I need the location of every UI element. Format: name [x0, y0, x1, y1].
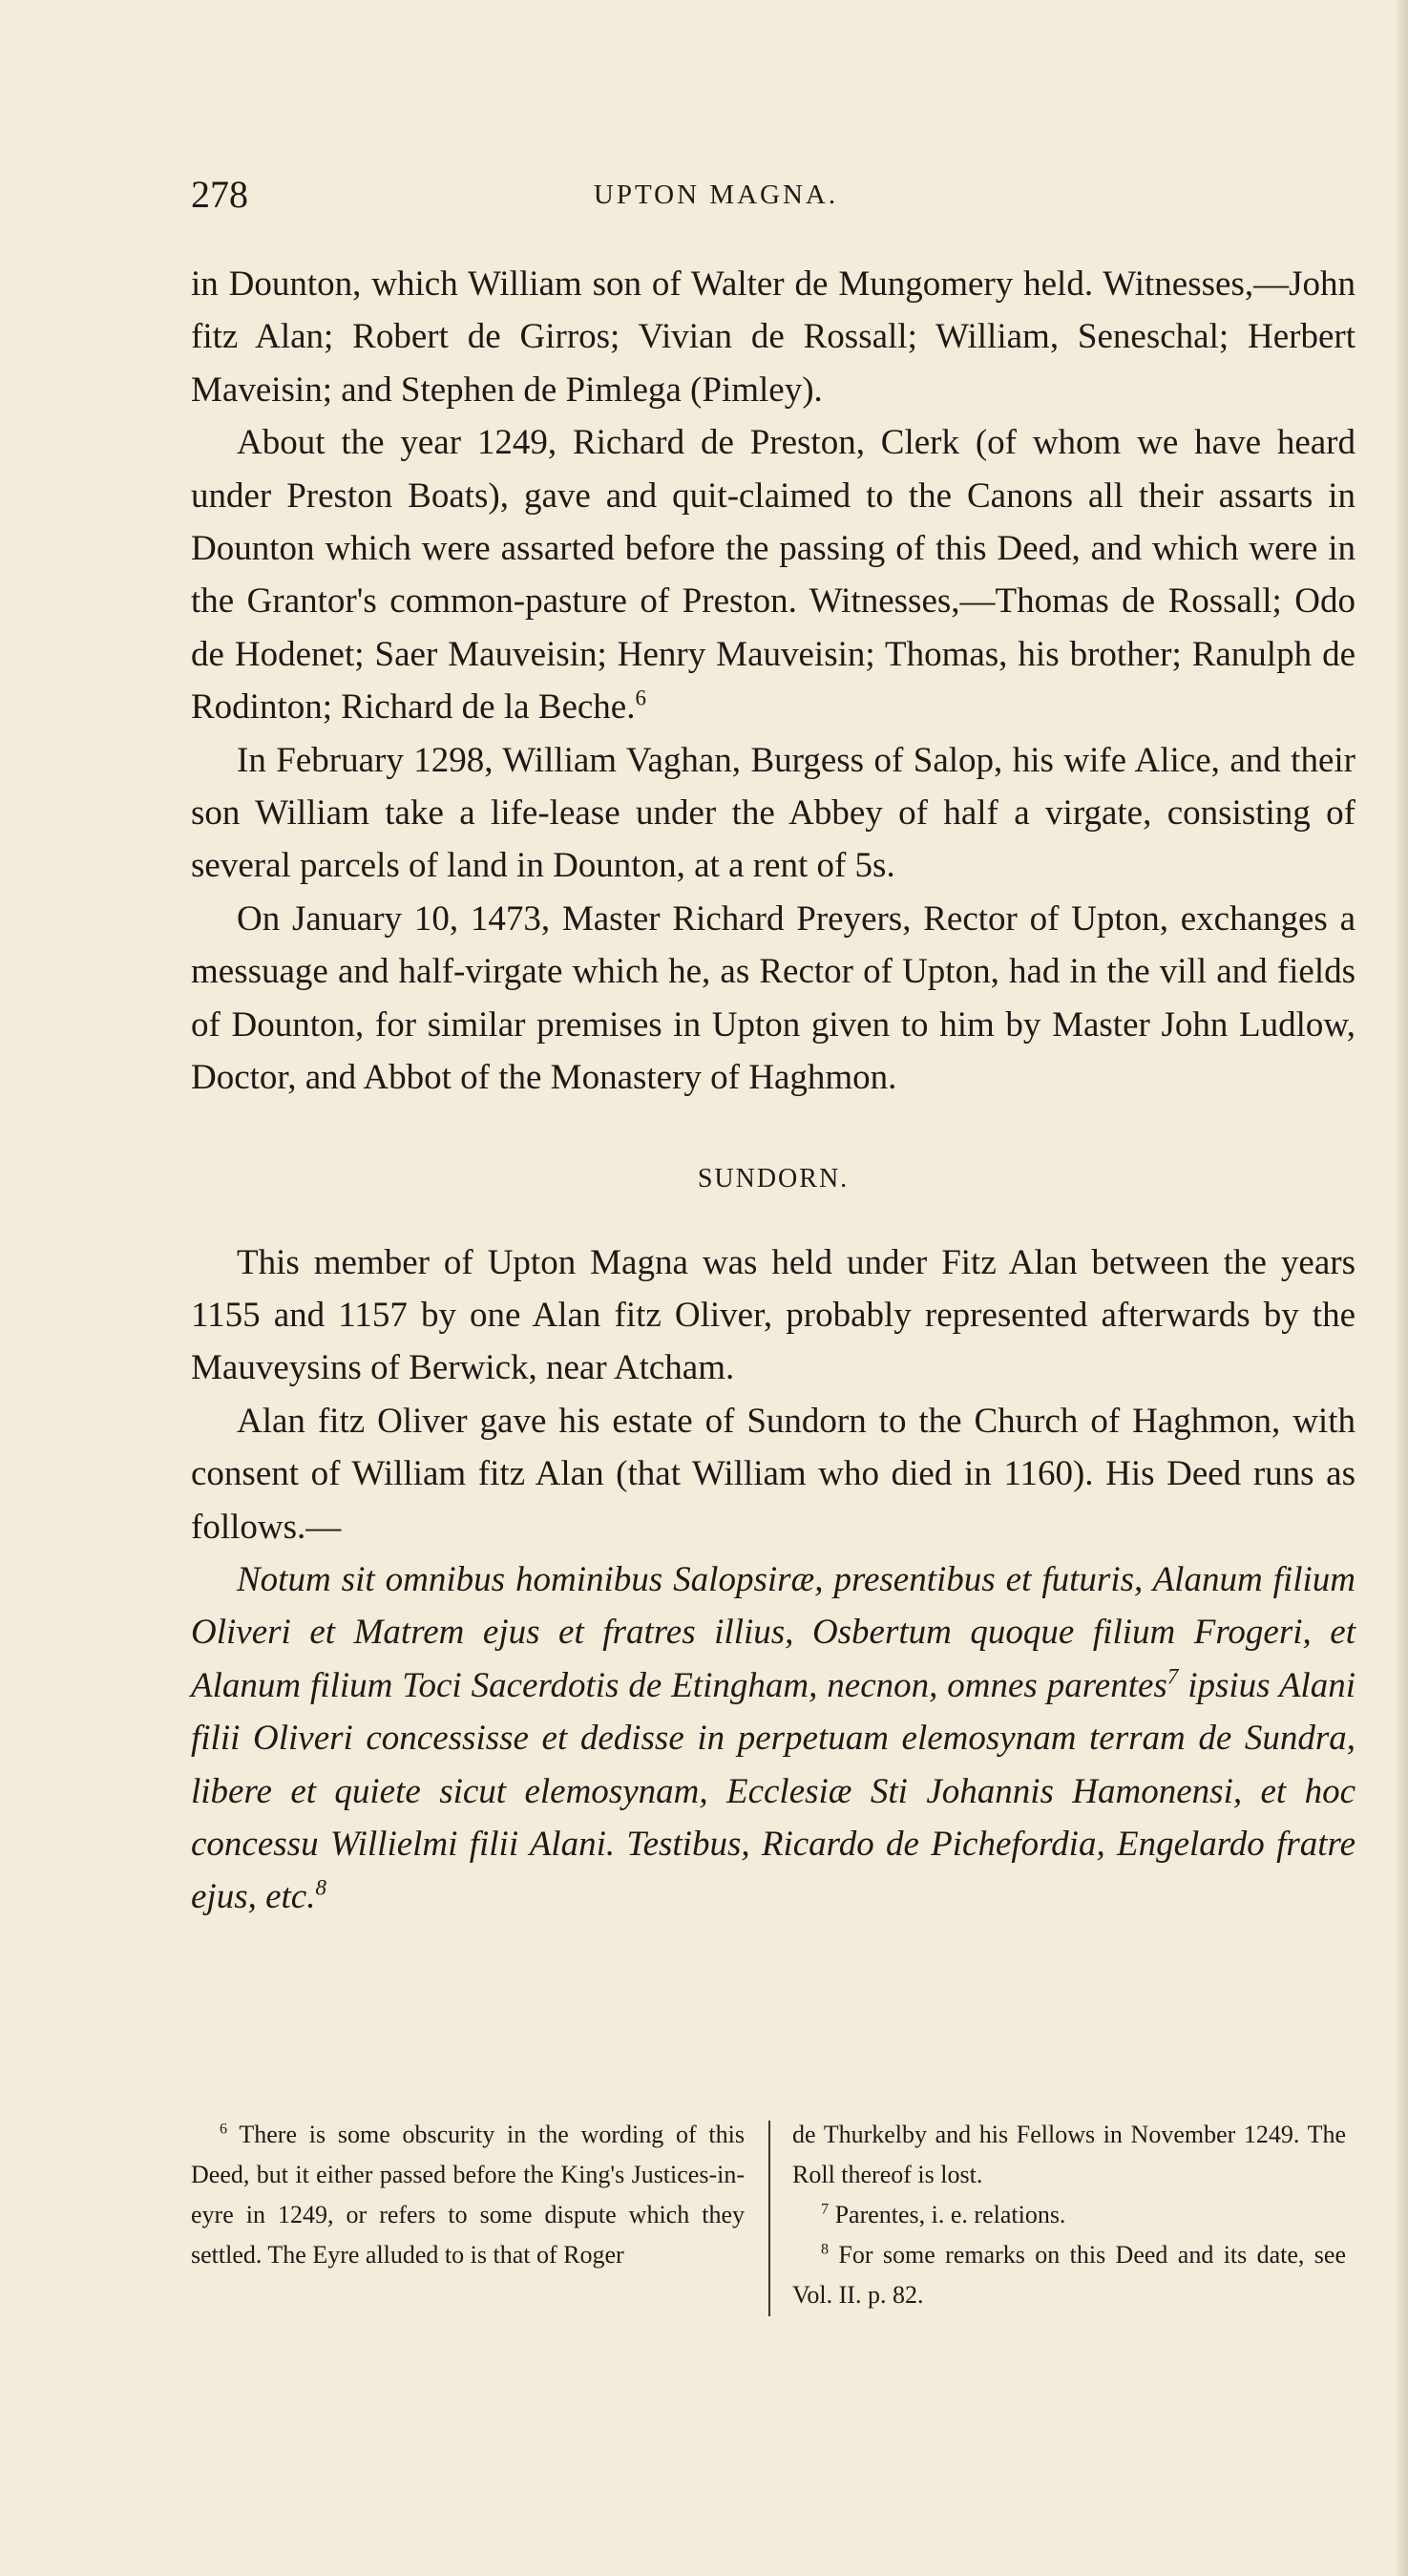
footnote-column-left: [191, 2115, 745, 2275]
paragraph-richard-preyers: On January 10, 1473, Master Richard Preyers, Rector of Upton, exchanges a messuage and half-virgate which he, as Rector of Upton, had in the vill and fields of Dounton, for similar premises in Upton given to him by Master John Ludlow, Doctor, and Abbot of the Monastery of Haghmon.: [191, 898, 1355, 1098]
page-edge-shadow: [1395, 0, 1408, 2576]
deed-text-part-2: ipsius Alani filii Oliveri concessisse et dedisse in perpetuam elemosynam terram de Sundra, libere et quiete sicut elemosynam, Ecclesiæ Sti Johannis Hamonensi, et hoc concessu Willielmi filii Alani. Testibus, Ricardo de Pichefordia, Engelardo fratre ejus, etc.: [191, 1665, 1355, 1917]
paragraph-richard-de-preston: [191, 416, 1355, 733]
paragraph-dounton-witnesses: in Dounton, which William son of Walter de Mungomery held. Witnesses,—John fitz Alan; Robert de Girros; Vivian de Rossall; William, Seneschal; Herbert Maveisin; and Stephen de Pimlega (Pimley).: [191, 264, 1355, 410]
body-text: [191, 258, 1355, 1924]
footnote-column-right: [792, 2115, 1346, 2315]
footnote-mark-8: 8: [821, 2241, 830, 2258]
page-header: [191, 172, 1241, 220]
footnotes: [191, 2115, 1355, 2315]
paragraph-alan-fitz-oliver: Alan fitz Oliver gave his estate of Sundorn to the Church of Haghmon, with consent of William fitz Alan (that William who died in 1160). His Deed runs as follows.—: [191, 1401, 1355, 1547]
section-heading-sundorn: SUNDORN.: [697, 1163, 850, 1193]
footnote-ref-8[interactable]: 8: [315, 1876, 326, 1901]
footnote-7: [792, 2195, 1346, 2235]
footnote-6-continued: de Thurkelby and his Fellows in November 1249. The Roll thereof is lost.: [792, 2121, 1346, 2188]
paragraph-william-vaghan: In February 1298, William Vaghan, Burgess of Salop, his wife Alice, and their son William take a life-lease under the Abbey of half a virgate, consisting of several parcels of land in Dounton, at a rent of 5s.: [191, 740, 1355, 886]
deed-text-part-1: Notum sit omnibus hominibus Salopsiræ, presentibus et futuris, Alanum filium Oliveri et Matrem ejus et fratres illius, Osbertum quoque filium Frogeri, et Alanum filium Toci Sacerdotis de Etingham, necnon, omnes parentes: [191, 1559, 1355, 1705]
footnote-6: [191, 2115, 745, 2275]
paragraph-latin-deed: [191, 1553, 1355, 1924]
page-number: 278: [191, 173, 248, 216]
footnote-8-text: For some remarks on this Deed and its date, see Vol. II. p. 82.: [792, 2241, 1346, 2309]
footnote-8: [792, 2235, 1346, 2315]
paragraph-text: About the year 1249, Richard de Preston, Clerk (of whom we have heard under Preston Boats), gave and quit-claimed to the Canons all their assarts in Dounton which were assarted before the passing of this Deed, and which were in the Grantor's common-pasture of Preston. Witnesses,—Thomas de Rossall; Odo de Hodenet; Saer Mauveisin; Henry Mauveisin; Thomas, his brother; Ranulph de Rodinton; Richard de la Beche.: [191, 423, 1355, 728]
footnote-mark-7: 7: [821, 2201, 830, 2218]
paragraph-sundorn-tenure: This member of Upton Magna was held under Fitz Alan between the years 1155 and 1157 by one Alan fitz Oliver, probably represented afterwards by the Mauveysins of Berwick, near Atcham.: [191, 1242, 1355, 1388]
footnote-ref-7[interactable]: 7: [1166, 1664, 1179, 1689]
running-head: UPTON MAGNA.: [593, 179, 839, 210]
footnote-6-text: There is some obscurity in the wording of this Deed, but it either passed before the King's Justices-in-eyre in 1249, or refers to some dispute which they settled. The Eyre alluded to is that of Roger: [191, 2121, 745, 2269]
footnote-7-text: Parentes, i. e. relations.: [829, 2201, 1066, 2228]
footnote-mark-6: 6: [220, 2121, 228, 2138]
footnote-ref-6[interactable]: 6: [635, 686, 646, 710]
footnote-column-divider: [768, 2121, 770, 2316]
